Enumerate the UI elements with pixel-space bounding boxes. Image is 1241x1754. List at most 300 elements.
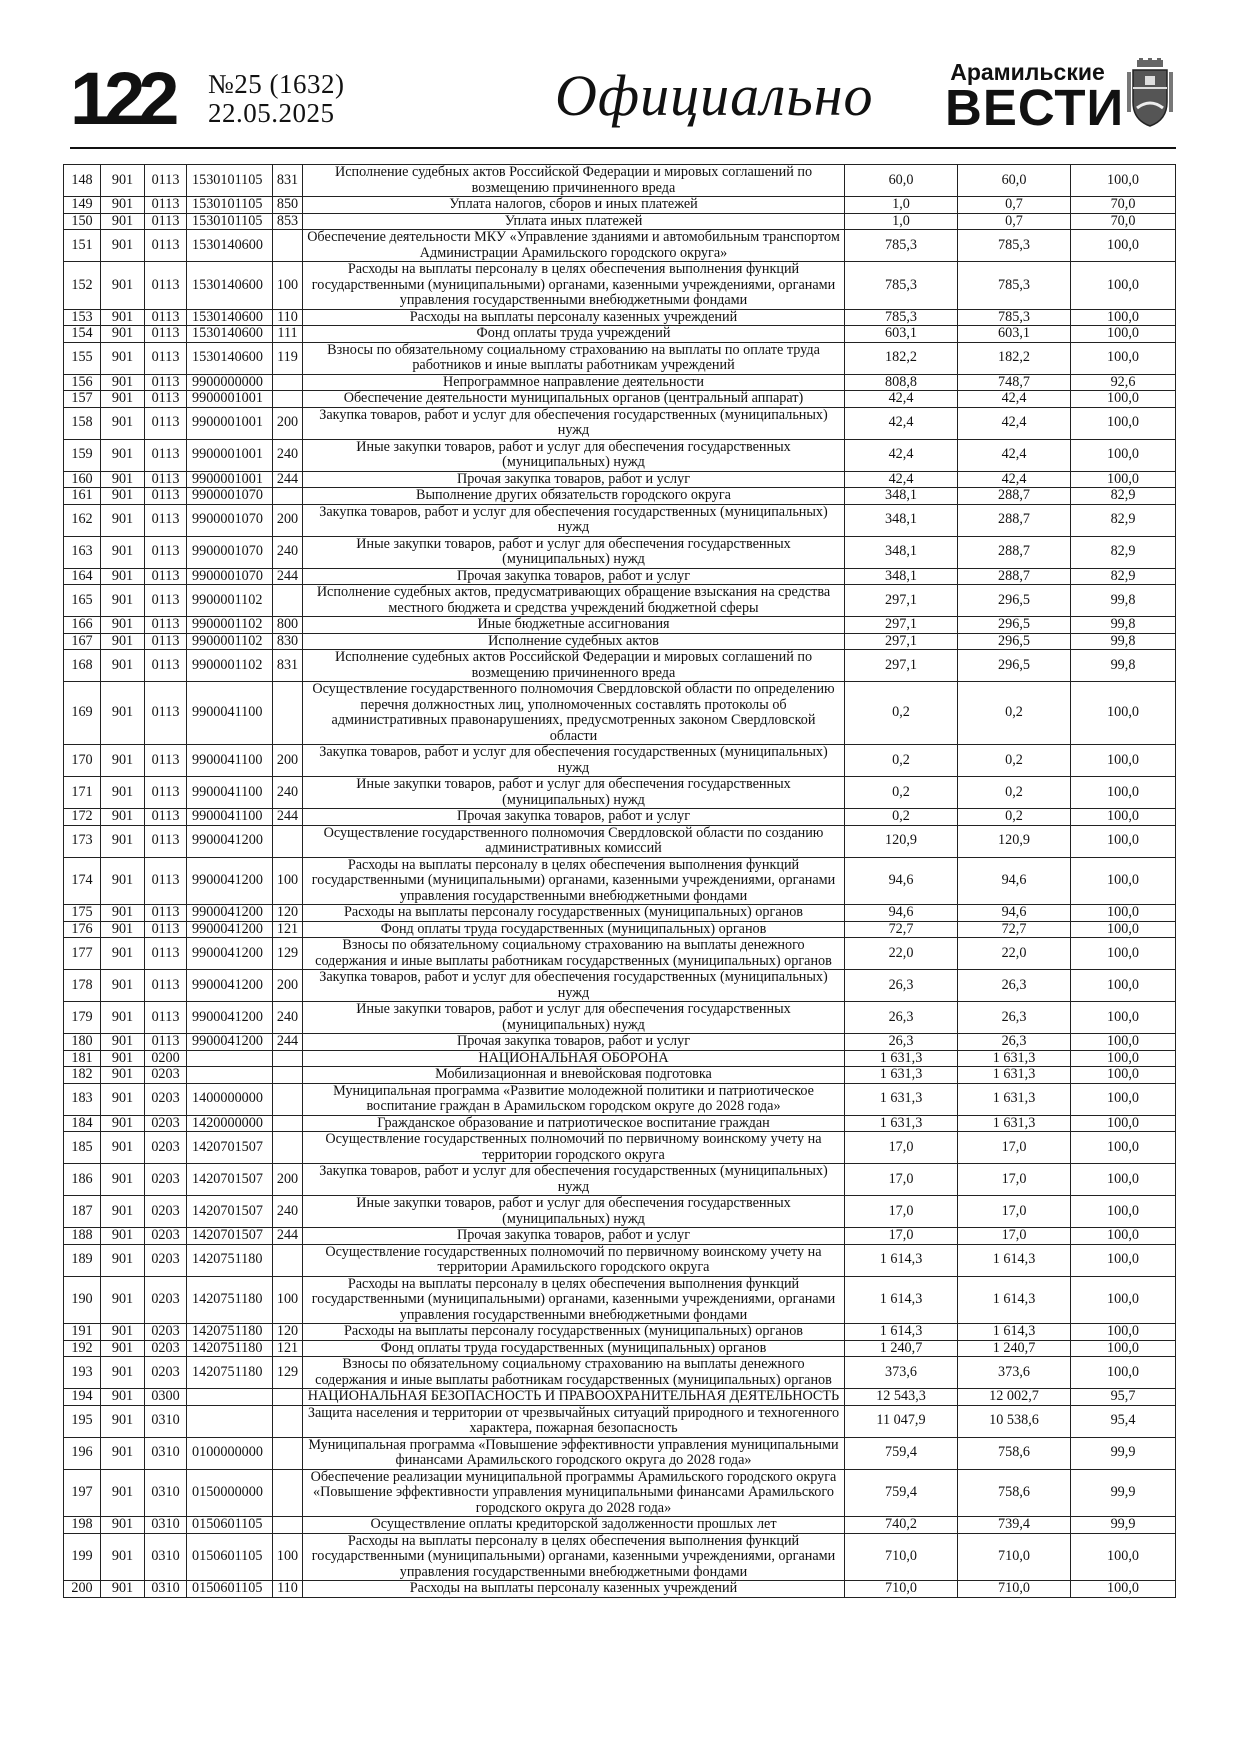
executed-amount-cell: 17,0 xyxy=(958,1196,1071,1228)
dept-code-cell: 901 xyxy=(101,1228,145,1245)
approved-amount-cell: 60,0 xyxy=(845,165,958,197)
description-cell: Прочая закупка товаров, работ и услуг xyxy=(303,471,845,488)
dept-code-cell: 901 xyxy=(101,1132,145,1164)
approved-amount-cell: 1 631,3 xyxy=(845,1083,958,1115)
execution-percent-cell: 100,0 xyxy=(1071,905,1176,922)
expense-type-cell: 200 xyxy=(273,1164,303,1196)
section-code-cell: 0113 xyxy=(145,617,187,634)
table-row xyxy=(64,825,1176,857)
executed-amount-cell: 17,0 xyxy=(958,1228,1071,1245)
expense-type-cell: 100 xyxy=(273,1533,303,1581)
expense-type-cell xyxy=(273,1132,303,1164)
description-cell: Расходы на выплаты персоналу в целях обеспечения выполнения функций государственными (муниципальными) органами, казенными учреждениями, органами управления государственными внебюджетными фондами xyxy=(303,262,845,310)
section-code-cell: 0113 xyxy=(145,342,187,374)
dept-code-cell: 901 xyxy=(101,1517,145,1534)
description-cell: Закупка товаров, работ и услуг для обеспечения государственных (муниципальных) нужд xyxy=(303,1164,845,1196)
section-code-cell: 0300 xyxy=(145,1389,187,1406)
target-article-cell: 9900041100 xyxy=(187,682,273,745)
page-number: 122 xyxy=(70,57,173,140)
expense-type-cell xyxy=(273,825,303,857)
section-code-cell: 0113 xyxy=(145,585,187,617)
dept-code-cell: 901 xyxy=(101,536,145,568)
logo-top-line: Арамильские xyxy=(950,59,1105,85)
approved-amount-cell: 1 614,3 xyxy=(845,1244,958,1276)
executed-amount-cell: 0,2 xyxy=(958,809,1071,826)
section-code-cell: 0113 xyxy=(145,165,187,197)
executed-amount-cell: 710,0 xyxy=(958,1581,1071,1598)
execution-percent-cell: 100,0 xyxy=(1071,1533,1176,1581)
table-row xyxy=(64,1083,1176,1115)
executed-amount-cell: 0,7 xyxy=(958,197,1071,214)
section-code-cell: 0113 xyxy=(145,197,187,214)
section-code-cell: 0203 xyxy=(145,1357,187,1389)
approved-amount-cell: 1 614,3 xyxy=(845,1276,958,1324)
target-article-cell: 9900041100 xyxy=(187,809,273,826)
approved-amount-cell: 94,6 xyxy=(845,857,958,905)
approved-amount-cell: 297,1 xyxy=(845,633,958,650)
execution-percent-cell: 100,0 xyxy=(1071,165,1176,197)
target-article-cell: 9900000000 xyxy=(187,374,273,391)
section-code-cell: 0310 xyxy=(145,1581,187,1598)
dept-code-cell: 901 xyxy=(101,165,145,197)
approved-amount-cell: 42,4 xyxy=(845,439,958,471)
table-row xyxy=(64,568,1176,585)
execution-percent-cell: 100,0 xyxy=(1071,1034,1176,1051)
description-cell: Гражданское образование и патриотическое воспитание граждан xyxy=(303,1115,845,1132)
approved-amount-cell: 1,0 xyxy=(845,197,958,214)
row-number-cell: 187 xyxy=(64,1196,101,1228)
target-article-cell: 9900041200 xyxy=(187,905,273,922)
dept-code-cell: 901 xyxy=(101,488,145,505)
target-article-cell: 1420751180 xyxy=(187,1340,273,1357)
approved-amount-cell: 710,0 xyxy=(845,1533,958,1581)
expense-type-cell: 200 xyxy=(273,504,303,536)
target-article-cell: 9900001102 xyxy=(187,585,273,617)
description-cell: Обеспечение реализации муниципальной программы Арамильского городского округа «Повышение эффективности управления муниципальными финансами Арамильского городского округа до 2028 года» xyxy=(303,1469,845,1517)
row-number-cell: 177 xyxy=(64,938,101,970)
row-number-cell: 190 xyxy=(64,1276,101,1324)
expense-type-cell xyxy=(273,1389,303,1406)
execution-percent-cell: 100,0 xyxy=(1071,1244,1176,1276)
table-row xyxy=(64,938,1176,970)
target-article-cell: 9900001102 xyxy=(187,617,273,634)
header-rule xyxy=(70,147,1176,149)
execution-percent-cell: 100,0 xyxy=(1071,471,1176,488)
section-code-cell: 0310 xyxy=(145,1405,187,1437)
table-body xyxy=(64,165,1176,1598)
section-title: Официально xyxy=(555,63,874,128)
dept-code-cell: 901 xyxy=(101,633,145,650)
target-article-cell: 0150601105 xyxy=(187,1517,273,1534)
dept-code-cell: 901 xyxy=(101,1276,145,1324)
target-article-cell: 1530140600 xyxy=(187,326,273,343)
description-cell: Прочая закупка товаров, работ и услуг xyxy=(303,1228,845,1245)
section-code-cell: 0113 xyxy=(145,809,187,826)
table-row xyxy=(64,1244,1176,1276)
section-code-cell: 0113 xyxy=(145,536,187,568)
dept-code-cell: 901 xyxy=(101,471,145,488)
description-cell: Обеспечение деятельности МКУ «Управление зданиями и автомобильным транспортом Администрации Арамильского городского округа» xyxy=(303,230,845,262)
target-article-cell: 9900001102 xyxy=(187,633,273,650)
coat-of-arms-icon xyxy=(1125,58,1175,128)
dept-code-cell: 901 xyxy=(101,1244,145,1276)
execution-percent-cell: 100,0 xyxy=(1071,777,1176,809)
dept-code-cell: 901 xyxy=(101,391,145,408)
execution-percent-cell: 92,6 xyxy=(1071,374,1176,391)
section-code-cell: 0113 xyxy=(145,650,187,682)
row-number-cell: 163 xyxy=(64,536,101,568)
target-article-cell xyxy=(187,1405,273,1437)
description-cell: Расходы на выплаты персоналу казенных учреждений xyxy=(303,309,845,326)
execution-percent-cell: 100,0 xyxy=(1071,921,1176,938)
target-article-cell: 9900041200 xyxy=(187,938,273,970)
dept-code-cell: 901 xyxy=(101,1340,145,1357)
dept-code-cell: 901 xyxy=(101,1164,145,1196)
target-article-cell: 1530140600 xyxy=(187,342,273,374)
table-row xyxy=(64,617,1176,634)
dept-code-cell: 901 xyxy=(101,650,145,682)
description-cell: Исполнение судебных актов, предусматривающих обращение взыскания на средства местного бюджета и средства учреждений бюджетной сферы xyxy=(303,585,845,617)
executed-amount-cell: 1 631,3 xyxy=(958,1083,1071,1115)
executed-amount-cell: 94,6 xyxy=(958,905,1071,922)
section-code-cell: 0310 xyxy=(145,1517,187,1534)
target-article-cell: 9900041200 xyxy=(187,857,273,905)
expense-type-cell xyxy=(273,391,303,408)
target-article-cell: 9900001070 xyxy=(187,488,273,505)
target-article-cell: 1420701507 xyxy=(187,1132,273,1164)
row-number-cell: 183 xyxy=(64,1083,101,1115)
executed-amount-cell: 26,3 xyxy=(958,970,1071,1002)
table-row xyxy=(64,309,1176,326)
approved-amount-cell: 94,6 xyxy=(845,905,958,922)
execution-percent-cell: 100,0 xyxy=(1071,1067,1176,1084)
description-cell: Фонд оплаты труда государственных (муниципальных) органов xyxy=(303,921,845,938)
expense-type-cell: 100 xyxy=(273,1276,303,1324)
target-article-cell: 1420751180 xyxy=(187,1324,273,1341)
row-number-cell: 152 xyxy=(64,262,101,310)
description-cell: Расходы на выплаты персоналу государственных (муниципальных) органов xyxy=(303,905,845,922)
table-row xyxy=(64,504,1176,536)
expense-type-cell: 853 xyxy=(273,213,303,230)
row-number-cell: 171 xyxy=(64,777,101,809)
budget-table xyxy=(63,164,1176,1598)
dept-code-cell: 901 xyxy=(101,568,145,585)
executed-amount-cell: 60,0 xyxy=(958,165,1071,197)
section-code-cell: 0203 xyxy=(145,1196,187,1228)
section-code-cell: 0113 xyxy=(145,391,187,408)
description-cell: Закупка товаров, работ и услуг для обеспечения государственных (муниципальных) нужд xyxy=(303,745,845,777)
approved-amount-cell: 297,1 xyxy=(845,617,958,634)
newspaper-logo xyxy=(945,59,1125,136)
description-cell: Иные закупки товаров, работ и услуг для обеспечения государственных (муниципальных) нужд xyxy=(303,777,845,809)
execution-percent-cell: 100,0 xyxy=(1071,1581,1176,1598)
dept-code-cell: 901 xyxy=(101,1357,145,1389)
executed-amount-cell: 710,0 xyxy=(958,1533,1071,1581)
description-cell: Исполнение судебных актов Российской Федерации и мировых соглашений по возмещению причиненного вреда xyxy=(303,165,845,197)
section-code-cell: 0113 xyxy=(145,568,187,585)
section-code-cell: 0113 xyxy=(145,825,187,857)
table-row xyxy=(64,326,1176,343)
row-number-cell: 180 xyxy=(64,1034,101,1051)
dept-code-cell: 901 xyxy=(101,439,145,471)
approved-amount-cell: 1 240,7 xyxy=(845,1340,958,1357)
section-code-cell: 0200 xyxy=(145,1050,187,1067)
dept-code-cell: 901 xyxy=(101,1581,145,1598)
dept-code-cell: 901 xyxy=(101,1083,145,1115)
execution-percent-cell: 95,7 xyxy=(1071,1389,1176,1406)
executed-amount-cell: 10 538,6 xyxy=(958,1405,1071,1437)
target-article-cell: 9900041100 xyxy=(187,777,273,809)
executed-amount-cell: 1 631,3 xyxy=(958,1115,1071,1132)
section-code-cell: 0113 xyxy=(145,970,187,1002)
description-cell: Взносы по обязательному социальному страхованию на выплаты денежного содержания и иные выплаты работникам государственных (муниципальных) органов xyxy=(303,1357,845,1389)
target-article-cell: 9900041100 xyxy=(187,745,273,777)
dept-code-cell: 901 xyxy=(101,905,145,922)
approved-amount-cell: 785,3 xyxy=(845,230,958,262)
dept-code-cell: 901 xyxy=(101,374,145,391)
target-article-cell: 9900001001 xyxy=(187,407,273,439)
target-article-cell: 1530140600 xyxy=(187,230,273,262)
expense-type-cell: 100 xyxy=(273,857,303,905)
description-cell: Осуществление оплаты кредиторской задолженности прошлых лет xyxy=(303,1517,845,1534)
executed-amount-cell: 296,5 xyxy=(958,633,1071,650)
table-row xyxy=(64,1533,1176,1581)
section-code-cell: 0113 xyxy=(145,921,187,938)
table-row xyxy=(64,1050,1176,1067)
table-row xyxy=(64,633,1176,650)
table-row xyxy=(64,745,1176,777)
table-row xyxy=(64,650,1176,682)
section-code-cell: 0203 xyxy=(145,1132,187,1164)
row-number-cell: 148 xyxy=(64,165,101,197)
expense-type-cell: 800 xyxy=(273,617,303,634)
description-cell: Взносы по обязательному социальному страхованию на выплаты денежного содержания и иные выплаты работникам государственных (муниципальных) органов xyxy=(303,938,845,970)
target-article-cell: 9900001070 xyxy=(187,568,273,585)
row-number-cell: 188 xyxy=(64,1228,101,1245)
expense-type-cell: 100 xyxy=(273,262,303,310)
execution-percent-cell: 95,4 xyxy=(1071,1405,1176,1437)
approved-amount-cell: 808,8 xyxy=(845,374,958,391)
section-code-cell: 0113 xyxy=(145,309,187,326)
target-article-cell: 0150601105 xyxy=(187,1533,273,1581)
row-number-cell: 167 xyxy=(64,633,101,650)
approved-amount-cell: 1,0 xyxy=(845,213,958,230)
dept-code-cell: 901 xyxy=(101,809,145,826)
approved-amount-cell: 0,2 xyxy=(845,745,958,777)
section-code-cell: 0203 xyxy=(145,1340,187,1357)
row-number-cell: 179 xyxy=(64,1002,101,1034)
approved-amount-cell: 0,2 xyxy=(845,809,958,826)
execution-percent-cell: 100,0 xyxy=(1071,938,1176,970)
target-article-cell xyxy=(187,1050,273,1067)
expense-type-cell: 240 xyxy=(273,777,303,809)
expense-type-cell: 129 xyxy=(273,1357,303,1389)
execution-percent-cell: 100,0 xyxy=(1071,1324,1176,1341)
expense-type-cell: 244 xyxy=(273,809,303,826)
description-cell: Расходы на выплаты персоналу в целях обеспечения выполнения функций государственными (муниципальными) органами, казенными учреждениями, органами управления государственными внебюджетными фондами xyxy=(303,1276,845,1324)
approved-amount-cell: 373,6 xyxy=(845,1357,958,1389)
execution-percent-cell: 100,0 xyxy=(1071,809,1176,826)
executed-amount-cell: 42,4 xyxy=(958,391,1071,408)
row-number-cell: 175 xyxy=(64,905,101,922)
logo-main-line: ВЕСТИ xyxy=(945,79,1125,136)
row-number-cell: 157 xyxy=(64,391,101,408)
description-cell: Осуществление государственного полномочия Свердловской области по созданию административных комиссий xyxy=(303,825,845,857)
execution-percent-cell: 100,0 xyxy=(1071,391,1176,408)
target-article-cell: 1420701507 xyxy=(187,1164,273,1196)
description-cell: Закупка товаров, работ и услуг для обеспечения государственных (муниципальных) нужд xyxy=(303,407,845,439)
target-article-cell: 1530101105 xyxy=(187,197,273,214)
executed-amount-cell: 0,2 xyxy=(958,682,1071,745)
row-number-cell: 155 xyxy=(64,342,101,374)
section-code-cell: 0113 xyxy=(145,1002,187,1034)
section-code-cell: 0113 xyxy=(145,407,187,439)
dept-code-cell: 901 xyxy=(101,777,145,809)
row-number-cell: 168 xyxy=(64,650,101,682)
target-article-cell: 9900001070 xyxy=(187,536,273,568)
dept-code-cell: 901 xyxy=(101,682,145,745)
description-cell: Исполнение судебных актов xyxy=(303,633,845,650)
execution-percent-cell: 99,9 xyxy=(1071,1437,1176,1469)
target-article-cell: 1530140600 xyxy=(187,262,273,310)
description-cell: Уплата иных платежей xyxy=(303,213,845,230)
approved-amount-cell: 740,2 xyxy=(845,1517,958,1534)
executed-amount-cell: 1 614,3 xyxy=(958,1244,1071,1276)
row-number-cell: 153 xyxy=(64,309,101,326)
row-number-cell: 170 xyxy=(64,745,101,777)
executed-amount-cell: 42,4 xyxy=(958,439,1071,471)
section-code-cell: 0113 xyxy=(145,488,187,505)
dept-code-cell: 901 xyxy=(101,1196,145,1228)
section-code-cell: 0113 xyxy=(145,213,187,230)
execution-percent-cell: 100,0 xyxy=(1071,1276,1176,1324)
expense-type-cell xyxy=(273,585,303,617)
dept-code-cell: 901 xyxy=(101,617,145,634)
approved-amount-cell: 42,4 xyxy=(845,391,958,408)
table-row xyxy=(64,488,1176,505)
description-cell: Расходы на выплаты персоналу в целях обеспечения выполнения функций государственными (муниципальными) органами, казенными учреждениями, органами управления государственными внебюджетными фондами xyxy=(303,1533,845,1581)
table-row xyxy=(64,391,1176,408)
dept-code-cell: 901 xyxy=(101,1002,145,1034)
execution-percent-cell: 100,0 xyxy=(1071,1340,1176,1357)
executed-amount-cell: 182,2 xyxy=(958,342,1071,374)
target-article-cell xyxy=(187,1067,273,1084)
row-number-cell: 161 xyxy=(64,488,101,505)
dept-code-cell: 901 xyxy=(101,1389,145,1406)
executed-amount-cell: 288,7 xyxy=(958,568,1071,585)
dept-code-cell: 901 xyxy=(101,230,145,262)
expense-type-cell xyxy=(273,1517,303,1534)
approved-amount-cell: 12 543,3 xyxy=(845,1389,958,1406)
executed-amount-cell: 758,6 xyxy=(958,1437,1071,1469)
dept-code-cell: 901 xyxy=(101,825,145,857)
table-row xyxy=(64,1132,1176,1164)
expense-type-cell: 244 xyxy=(273,471,303,488)
section-code-cell: 0113 xyxy=(145,326,187,343)
table-row xyxy=(64,905,1176,922)
row-number-cell: 181 xyxy=(64,1050,101,1067)
row-number-cell: 198 xyxy=(64,1517,101,1534)
description-cell: Расходы на выплаты персоналу государственных (муниципальных) органов xyxy=(303,1324,845,1341)
row-number-cell: 184 xyxy=(64,1115,101,1132)
description-cell: Непрограммное направление деятельности xyxy=(303,374,845,391)
dept-code-cell: 901 xyxy=(101,585,145,617)
table-row xyxy=(64,1115,1176,1132)
description-cell: Иные закупки товаров, работ и услуг для обеспечения государственных (муниципальных) нужд xyxy=(303,1196,845,1228)
execution-percent-cell: 100,0 xyxy=(1071,309,1176,326)
execution-percent-cell: 100,0 xyxy=(1071,857,1176,905)
dept-code-cell: 901 xyxy=(101,326,145,343)
table-row xyxy=(64,1389,1176,1406)
expense-type-cell: 831 xyxy=(273,165,303,197)
row-number-cell: 159 xyxy=(64,439,101,471)
approved-amount-cell: 297,1 xyxy=(845,585,958,617)
row-number-cell: 150 xyxy=(64,213,101,230)
description-cell: Взносы по обязательному социальному страхованию на выплаты по оплате труда работников и иные выплаты работникам учреждений xyxy=(303,342,845,374)
section-code-cell: 0113 xyxy=(145,777,187,809)
executed-amount-cell: 94,6 xyxy=(958,857,1071,905)
description-cell: Осуществление государственного полномочия Свердловской области по определению перечня должностных лиц, уполномоченных составлять протоколы об административных правонарушениях, предусмотренных законом Свердловской области xyxy=(303,682,845,745)
row-number-cell: 200 xyxy=(64,1581,101,1598)
table-row xyxy=(64,342,1176,374)
executed-amount-cell: 748,7 xyxy=(958,374,1071,391)
approved-amount-cell: 26,3 xyxy=(845,1034,958,1051)
description-cell: НАЦИОНАЛЬНАЯ БЕЗОПАСНОСТЬ И ПРАВООХРАНИТЕЛЬНАЯ ДЕЯТЕЛЬНОСТЬ xyxy=(303,1389,845,1406)
execution-percent-cell: 100,0 xyxy=(1071,1002,1176,1034)
execution-percent-cell: 82,9 xyxy=(1071,504,1176,536)
approved-amount-cell: 759,4 xyxy=(845,1437,958,1469)
target-article-cell: 1400000000 xyxy=(187,1083,273,1115)
row-number-cell: 192 xyxy=(64,1340,101,1357)
section-code-cell: 0203 xyxy=(145,1276,187,1324)
row-number-cell: 197 xyxy=(64,1469,101,1517)
executed-amount-cell: 785,3 xyxy=(958,309,1071,326)
section-code-cell: 0113 xyxy=(145,504,187,536)
expense-type-cell xyxy=(273,488,303,505)
row-number-cell: 196 xyxy=(64,1437,101,1469)
executed-amount-cell: 0,7 xyxy=(958,213,1071,230)
executed-amount-cell: 288,7 xyxy=(958,536,1071,568)
row-number-cell: 151 xyxy=(64,230,101,262)
description-cell: Муниципальная программа «Повышение эффективности управления муниципальными финансами Арамильского городского округа до 2028 года» xyxy=(303,1437,845,1469)
row-number-cell: 176 xyxy=(64,921,101,938)
executed-amount-cell: 288,7 xyxy=(958,488,1071,505)
executed-amount-cell: 603,1 xyxy=(958,326,1071,343)
execution-percent-cell: 100,0 xyxy=(1071,1132,1176,1164)
section-code-cell: 0113 xyxy=(145,230,187,262)
approved-amount-cell: 785,3 xyxy=(845,309,958,326)
table-row xyxy=(64,809,1176,826)
section-code-cell: 0310 xyxy=(145,1437,187,1469)
row-number-cell: 194 xyxy=(64,1389,101,1406)
approved-amount-cell: 17,0 xyxy=(845,1164,958,1196)
execution-percent-cell: 99,8 xyxy=(1071,617,1176,634)
table-row xyxy=(64,1164,1176,1196)
approved-amount-cell: 759,4 xyxy=(845,1469,958,1517)
expense-type-cell: 244 xyxy=(273,1228,303,1245)
section-code-cell: 0113 xyxy=(145,471,187,488)
table-row xyxy=(64,407,1176,439)
row-number-cell: 195 xyxy=(64,1405,101,1437)
row-number-cell: 169 xyxy=(64,682,101,745)
expense-type-cell xyxy=(273,230,303,262)
dept-code-cell: 901 xyxy=(101,970,145,1002)
issue-date: 22.05.2025 xyxy=(208,98,335,128)
section-code-cell: 0310 xyxy=(145,1533,187,1581)
target-article-cell: 9900041200 xyxy=(187,825,273,857)
expense-type-cell xyxy=(273,1083,303,1115)
expense-type-cell xyxy=(273,1437,303,1469)
